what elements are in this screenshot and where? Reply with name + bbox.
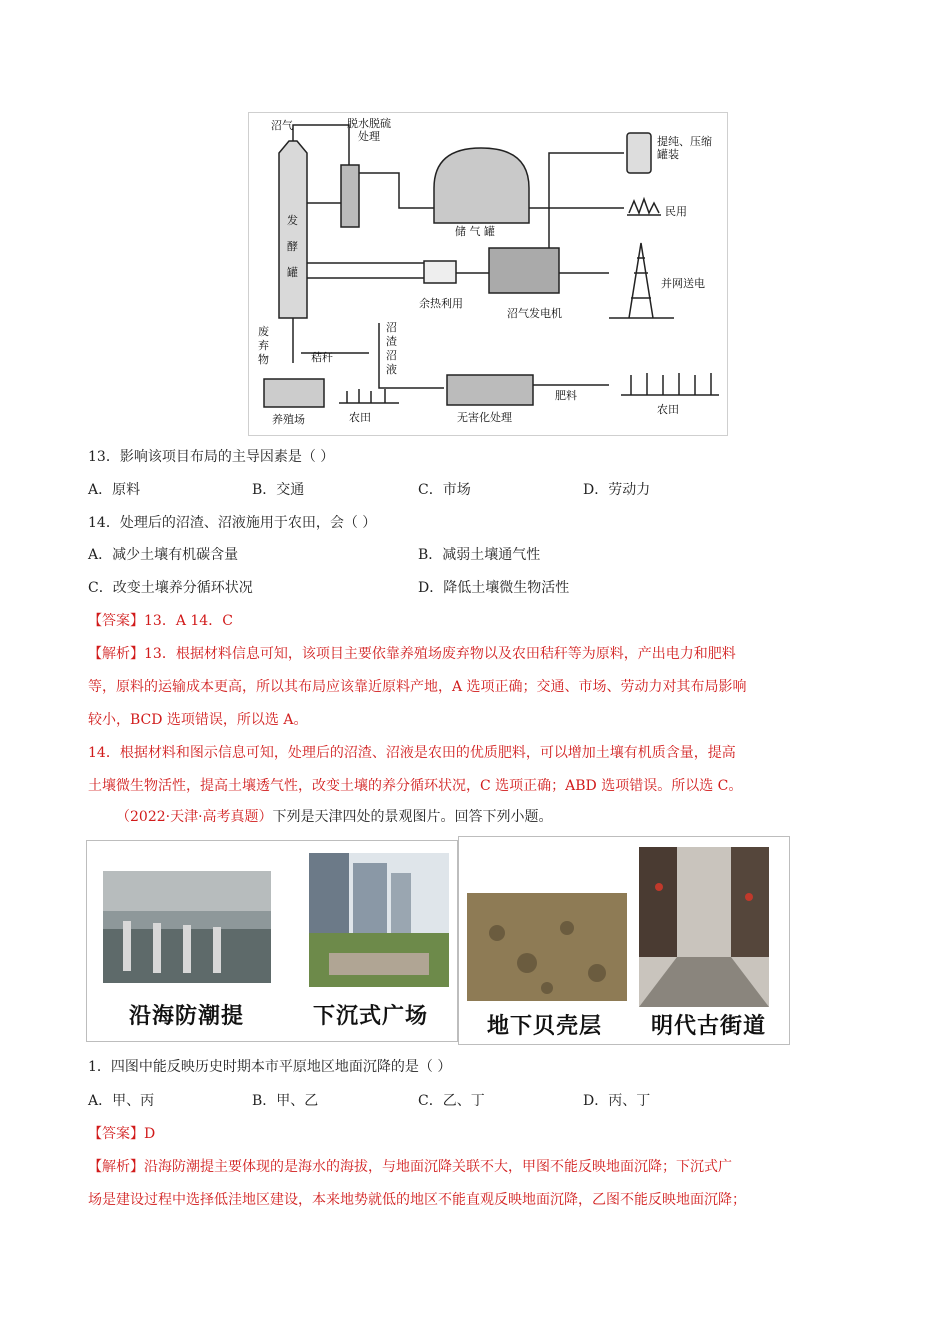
analysis2-line-2: 场是建设过程中选择低洼地区建设，本来地势就低的地区不能直观反映地面沉降，乙图不能反映地面沉降； bbox=[88, 1192, 746, 1208]
q13-option-d: D．劳动力 bbox=[583, 482, 651, 498]
analysis-line-4: 14．根据材料和图示信息可知，处理后的沼渣、沼液是农田的优质肥料，可以增加土壤有机质含量，提高 bbox=[88, 745, 736, 761]
diagram-drawing bbox=[249, 113, 727, 435]
caption-seawall: 沿海防潮提 bbox=[129, 1004, 245, 1029]
shell-layer-photo bbox=[467, 893, 627, 1001]
question-13-stem: 13．影响该项目布局的主导因素是（ ） bbox=[88, 449, 335, 465]
label-residue: 沼渣沼液 bbox=[386, 321, 397, 376]
q14-option-d: D．降低土壤微生物活性 bbox=[418, 580, 570, 596]
label-fertilizer: 肥料 bbox=[555, 389, 577, 402]
label-civil: 民用 bbox=[665, 205, 687, 218]
photo-panel-left bbox=[86, 840, 458, 1042]
sunken-plaza-photo bbox=[309, 853, 449, 987]
q1-option-b: B．甲、乙 bbox=[252, 1093, 319, 1109]
seawall-photo bbox=[103, 871, 271, 983]
analysis2-line-1: 【解析】沿海防潮提主要体现的是海水的海拔，与地面沉降关联不大，甲图不能反映地面沉降；下沉式广 bbox=[88, 1159, 732, 1175]
intro-text: 下列是天津四处的景观图片。回答下列小题。 bbox=[272, 809, 553, 825]
label-storage: 储 气 罐 bbox=[455, 225, 495, 238]
answer-1: 【答案】D bbox=[88, 1126, 156, 1142]
photo-panel-right bbox=[458, 836, 790, 1045]
caption-ming-street: 明代古街道 bbox=[651, 1014, 767, 1039]
ming-street-photo bbox=[639, 847, 769, 1007]
caption-shell-layer: 地下贝壳层 bbox=[487, 1014, 603, 1039]
analysis-line-3: 较小，BCD 选项错误，所以选 A。 bbox=[88, 712, 308, 728]
caption-sunken-plaza: 下沉式广场 bbox=[313, 1004, 429, 1029]
q13-option-a: A．原料 bbox=[88, 482, 141, 498]
q1-option-a: A．甲、丙 bbox=[88, 1093, 155, 1109]
label-waste: 废弃物 bbox=[258, 325, 269, 366]
question-1-stem: 1．四图中能反映历史时期本市平原地区地面沉降的是（ ） bbox=[88, 1059, 452, 1075]
analysis-line-2: 等，原料的运输成本更高，所以其布局应该靠近原料产地，A 选项正确；交通、市场、劳动力对其布局影响 bbox=[88, 679, 747, 695]
section-intro bbox=[116, 807, 553, 827]
q14-option-c: C．改变土壤养分循环状况 bbox=[88, 580, 253, 596]
label-farm: 养殖场 bbox=[272, 413, 305, 426]
label-generator: 沼气发电机 bbox=[507, 307, 562, 320]
analysis-line-5: 土壤微生物活性，提高土壤透气性，改变土壤的养分循环状况，C 选项正确；ABD 选项错误。所以选 C。 bbox=[88, 778, 743, 794]
label-dehydration: 脱水脱硫 处理 bbox=[347, 117, 391, 143]
label-harmless: 无害化处理 bbox=[457, 411, 512, 424]
intro-source: （2022·天津·高考真题） bbox=[116, 809, 273, 825]
q14-option-b: B．减弱土壤通气性 bbox=[418, 547, 541, 563]
q13-option-b: B．交通 bbox=[252, 482, 305, 498]
q13-option-c: C．市场 bbox=[418, 482, 471, 498]
q1-option-c: C．乙、丁 bbox=[418, 1093, 485, 1109]
q14-option-a: A．减少土壤有机碳含量 bbox=[88, 547, 239, 563]
label-straw: 秸秆 bbox=[311, 351, 333, 364]
analysis-line-1: 【解析】13．根据材料信息可知，该项目主要依靠养殖场废弃物以及农田秸秆等为原料，产出电力和肥料 bbox=[88, 646, 736, 662]
label-purify: 提纯、压缩 罐装 bbox=[657, 135, 712, 161]
q1-option-d: D．丙、丁 bbox=[583, 1093, 651, 1109]
biogas-process-diagram bbox=[248, 112, 728, 436]
label-biogas: 沼气 bbox=[271, 119, 293, 132]
label-field-1: 农田 bbox=[349, 411, 371, 424]
label-field-2: 农田 bbox=[657, 403, 679, 416]
label-fermenter: 发酵罐 bbox=[287, 214, 298, 279]
question-14-stem: 14．处理后的沼渣、沼液施用于农田，会（ ） bbox=[88, 515, 377, 531]
answer-13-14: 【答案】13．A 14．C bbox=[88, 613, 233, 629]
label-grid: 并网送电 bbox=[661, 277, 705, 290]
label-waste-heat: 余热利用 bbox=[419, 297, 463, 310]
